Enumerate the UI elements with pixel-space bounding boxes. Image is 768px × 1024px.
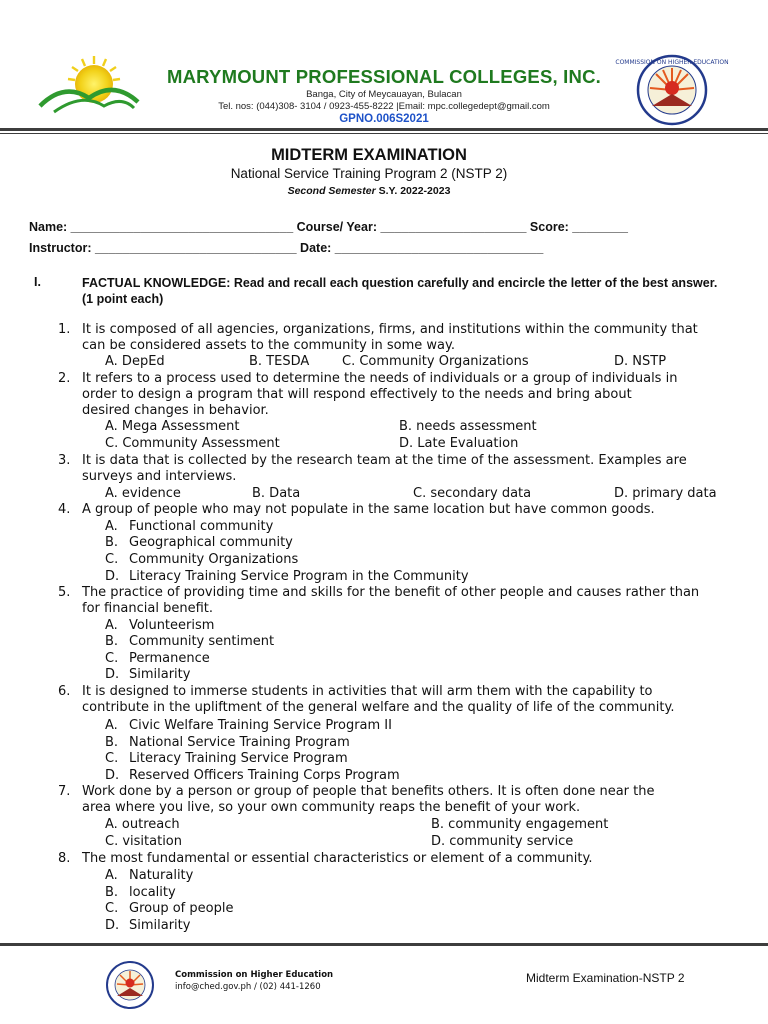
footer-divider (0, 943, 768, 946)
option-letter: A. (105, 718, 118, 733)
question-text-line: It is data that is collected by the research team at the time of the assessment. Examples are (82, 453, 687, 468)
option-c[interactable]: Group of people (129, 901, 234, 916)
option-c[interactable]: C. visitation (105, 834, 182, 849)
question-number: 4. (58, 502, 71, 517)
instructor-date-line[interactable]: Instructor: _____________________________ Date: ______________________________ (29, 241, 544, 255)
option-b[interactable]: B. community engagement (431, 817, 609, 832)
question-number: 7. (58, 784, 71, 799)
footer-document-label: Midterm Examination-NSTP 2 (526, 971, 685, 985)
agency-contact: info@ched.gov.ph / (02) 441-1260 (175, 982, 321, 992)
question-text-line: order to design a program that will respond effectively to the needs and bring about (82, 387, 632, 402)
question-number: 2. (58, 371, 71, 386)
question-text-line: area where you live, so your own community reaps the benefit of your work. (82, 800, 581, 815)
question-text-line: can be considered assets to the community in some way. (82, 338, 455, 353)
option-letter: C. (105, 751, 119, 766)
option-b[interactable]: B. TESDA (249, 354, 310, 369)
option-a[interactable]: A. evidence (105, 486, 181, 501)
option-d[interactable]: D. primary data (614, 486, 717, 501)
question-text-line: desired changes in behavior. (82, 403, 269, 418)
option-a[interactable]: Naturality (129, 868, 194, 883)
student-info-line[interactable]: Name: ________________________________ Course/ Year: _____________________ Score: ________ (29, 220, 628, 234)
header-divider (0, 128, 768, 131)
option-b[interactable]: Community sentiment (129, 634, 275, 649)
question-text-line: It is designed to immerse students in activities that will arm them with the capability to (82, 684, 653, 699)
option-a[interactable]: Functional community (129, 519, 274, 534)
question-text-line: The practice of providing time and skills for the benefit of other people and causes rather than (82, 585, 700, 600)
agency-name: Commission on Higher Education (175, 970, 334, 980)
option-d[interactable]: Reserved Officers Training Corps Program (129, 768, 400, 783)
option-letter: C. (105, 901, 119, 916)
section-number: I. (34, 275, 41, 289)
option-letter: D. (105, 569, 120, 584)
question-text-line: It refers to a process used to determine the needs of individuals or a group of individuals in (82, 371, 678, 386)
question-text-line: The most fundamental or essential characteristics or element of a community. (82, 851, 593, 866)
question-text-line: surveys and interviews. (82, 469, 237, 484)
college-name: MARYMOUNT PROFESSIONAL COLLEGES, INC. (167, 66, 601, 87)
college-contact: Tel. nos: (044)308- 3104 / 0923-455-8222 |Email: mpc.collegedept@gmail.com (218, 101, 550, 112)
question-number: 5. (58, 585, 71, 600)
option-letter: C. (105, 552, 119, 567)
option-letter: D. (105, 918, 120, 933)
option-c[interactable]: Permanence (129, 651, 210, 666)
semester-label: Second Semester (287, 185, 376, 197)
option-d[interactable]: D. NSTP (614, 354, 667, 369)
svg-text:COMMISSION ON HIGHER EDUCATION: COMMISSION ON HIGHER EDUCATION (615, 59, 729, 66)
option-a[interactable]: Civic Welfare Training Service Program II (129, 718, 392, 733)
question-text-line: for financial benefit. (82, 601, 214, 616)
option-a[interactable]: Volunteerism (129, 618, 215, 633)
option-a[interactable]: A. outreach (105, 817, 180, 832)
option-d[interactable]: Similarity (129, 667, 191, 682)
option-letter: C. (105, 651, 119, 666)
option-c[interactable]: C. Community Assessment (105, 436, 280, 451)
option-letter: B. (105, 885, 119, 900)
option-d[interactable]: Similarity (129, 918, 191, 933)
option-letter: B. (105, 535, 119, 550)
option-letter: A. (105, 618, 118, 633)
option-c[interactable]: Literacy Training Service Program (129, 751, 348, 766)
header-divider-thin (0, 133, 768, 134)
option-b[interactable]: National Service Training Program (129, 735, 350, 750)
option-letter: D. (105, 768, 120, 783)
ched-seal-footer-icon (98, 960, 162, 1010)
option-letter: B. (105, 634, 119, 649)
question-text-line: Work done by a person or group of people that benefits others. It is often done near the (82, 784, 655, 799)
program-name: National Service Training Program 2 (NSTP 2) (230, 166, 508, 181)
option-letter: D. (105, 667, 120, 682)
option-d[interactable]: D. Late Evaluation (399, 436, 519, 451)
option-c[interactable]: Community Organizations (129, 552, 299, 567)
question-number: 6. (58, 684, 71, 699)
option-c[interactable]: C. secondary data (413, 486, 532, 501)
section-instruction: FACTUAL KNOWLEDGE: Read and recall each question carefully and encircle the letter of the best answer. (1 point each) (82, 276, 718, 306)
option-c[interactable]: C. Community Organizations (342, 354, 529, 369)
option-d[interactable]: D. community service (431, 834, 574, 849)
option-letter: A. (105, 868, 118, 883)
option-d[interactable]: Literacy Training Service Program in the Community (129, 569, 469, 584)
gpno-code: GPNO.006S2021 (339, 113, 429, 125)
school-year: S.Y. 2022-2023 (375, 185, 451, 197)
question-text-line: contribute in the upliftment of the general welfare and the quality of life of the community. (82, 700, 675, 715)
option-b[interactable]: B. Data (252, 486, 301, 501)
question-text-line: A group of people who may not populate in the same location but have common goods. (82, 502, 655, 517)
question-number: 1. (58, 322, 71, 337)
option-letter: A. (105, 519, 118, 534)
question-number: 3. (58, 453, 71, 468)
option-b[interactable]: locality (129, 885, 176, 900)
option-a[interactable]: A. DepEd (105, 354, 165, 369)
exam-title: MIDTERM EXAMINATION (271, 146, 467, 164)
option-b[interactable]: Geographical community (129, 535, 293, 550)
question-text-line: It is composed of all agencies, organizations, firms, and institutions within the community that (82, 322, 698, 337)
option-b[interactable]: B. needs assessment (399, 419, 537, 434)
question-number: 8. (58, 851, 71, 866)
option-letter: B. (105, 735, 119, 750)
semester-line (0, 185, 738, 197)
college-address: Banga, City of Meycauayan, Bulacan (306, 89, 462, 100)
option-a[interactable]: A. Mega Assessment (105, 419, 240, 434)
